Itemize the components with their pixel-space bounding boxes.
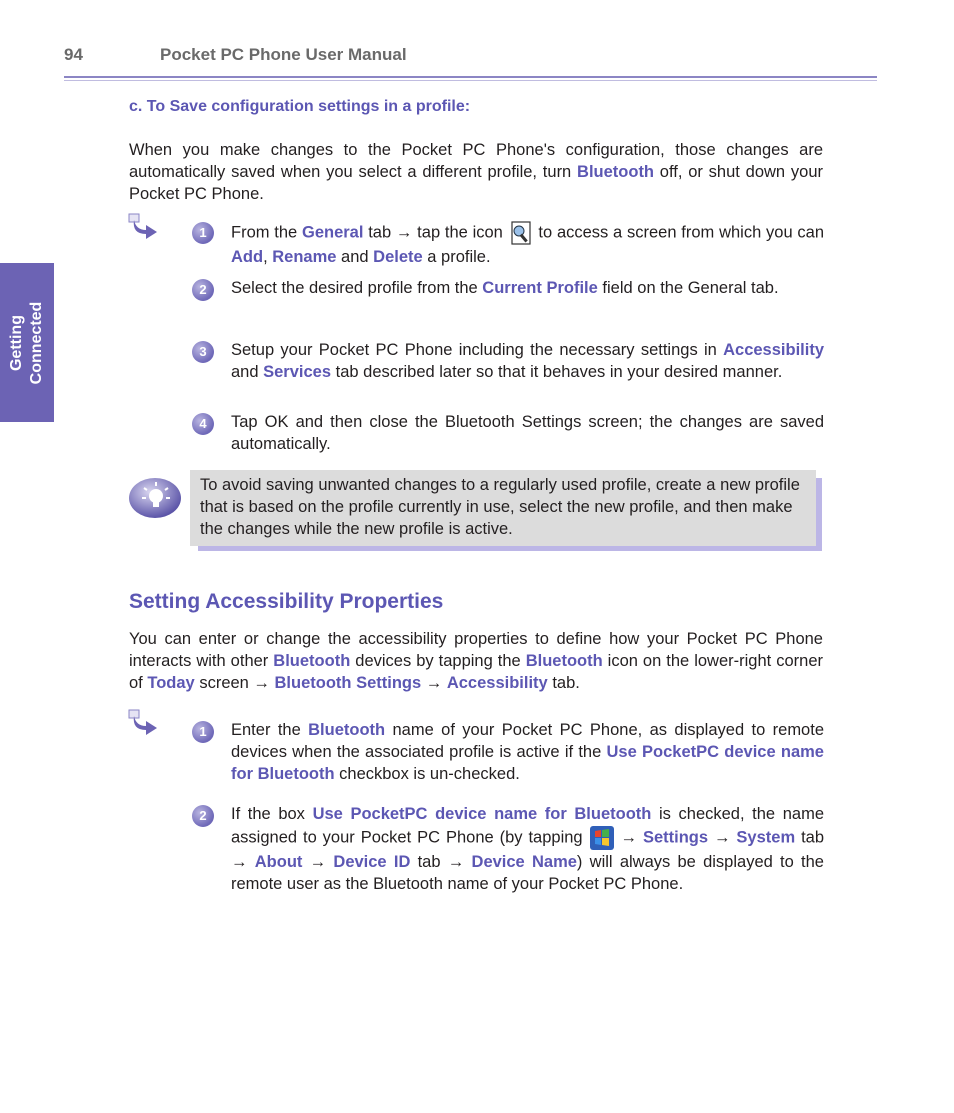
step-number-badge: 1	[192, 222, 214, 244]
access-step-2	[192, 803, 824, 895]
header-rule	[64, 76, 877, 78]
windows-start-icon	[589, 825, 615, 851]
page-header-title: Pocket PC Phone User Manual	[160, 45, 407, 64]
step-text: If the box Use PocketPC device name for Bluetooth is checked, the name assigned to your Pocket PC Phone (by tapping → Settings → System tab → About → Device ID tab → Device Name) will always be displayed to the remote user as the Bluetooth name of your Pocket PC Phone.	[231, 805, 825, 893]
access-step-1	[192, 719, 824, 785]
side-tab-line1: Getting	[8, 315, 25, 372]
step-text: Setup your Pocket PC Phone including the necessary settings in Accessibility and Services tab described later so that it behaves in your desired manner.	[231, 341, 824, 381]
note-box: To avoid saving unwanted changes to a regularly used profile, create a new profile that is based on the profile currently in use, select the new profile, and then make the changes while the new profile is active.	[190, 470, 816, 546]
section-heading: Setting Accessibility Properties	[129, 590, 444, 613]
step-4	[192, 411, 824, 455]
step-text: From the General tab → tap the icon to access a screen from which you can Add, Rename and Delete a profile.	[231, 220, 824, 268]
side-tab-line2: Connected	[28, 301, 45, 385]
step-text: Select the desired profile from the Current Profile field on the General tab.	[231, 279, 779, 297]
subsection-heading: c. To Save configuration settings in a profile:	[129, 98, 471, 115]
step-1	[192, 220, 824, 268]
header-rule-thin	[64, 80, 877, 81]
hand-pointer-arrow-icon	[128, 212, 160, 240]
step-number-badge: 1	[192, 721, 214, 743]
profile-settings-icon	[508, 220, 534, 246]
step-number-badge: 3	[192, 341, 214, 363]
accessibility-intro: You can enter or change the accessibility properties to define how your Pocket PC Phone interacts with other Bluetooth devices by tapping the Bluetooth icon on the lower-right corner of Today screen → Bluetooth Settings → Accessibility tab.	[129, 630, 823, 692]
lightbulb-note-icon	[128, 476, 184, 522]
step-3	[192, 339, 824, 383]
step-text: Enter the Bluetooth name of your Pocket PC Phone, as displayed to remote devices when the associated profile is active if the Use PocketPC device name for Bluetooth checkbox is un-checked.	[231, 721, 824, 783]
step-2	[192, 277, 824, 299]
step-text: Tap OK and then close the Bluetooth Settings screen; the changes are saved automatically.	[231, 413, 824, 453]
step-number-badge: 4	[192, 413, 214, 435]
page-number: 94	[64, 45, 83, 64]
side-tab-label	[7, 302, 47, 385]
step-number-badge: 2	[192, 805, 214, 827]
hand-pointer-arrow-icon	[128, 708, 160, 736]
intro-paragraph: When you make changes to the Pocket PC Phone's configuration, those changes are automatically saved when you select a different profile, turn Bluetooth off, or shut down your Pocket PC Phone.	[129, 141, 823, 203]
chapter-side-tab	[0, 263, 54, 422]
step-number-badge: 2	[192, 279, 214, 301]
